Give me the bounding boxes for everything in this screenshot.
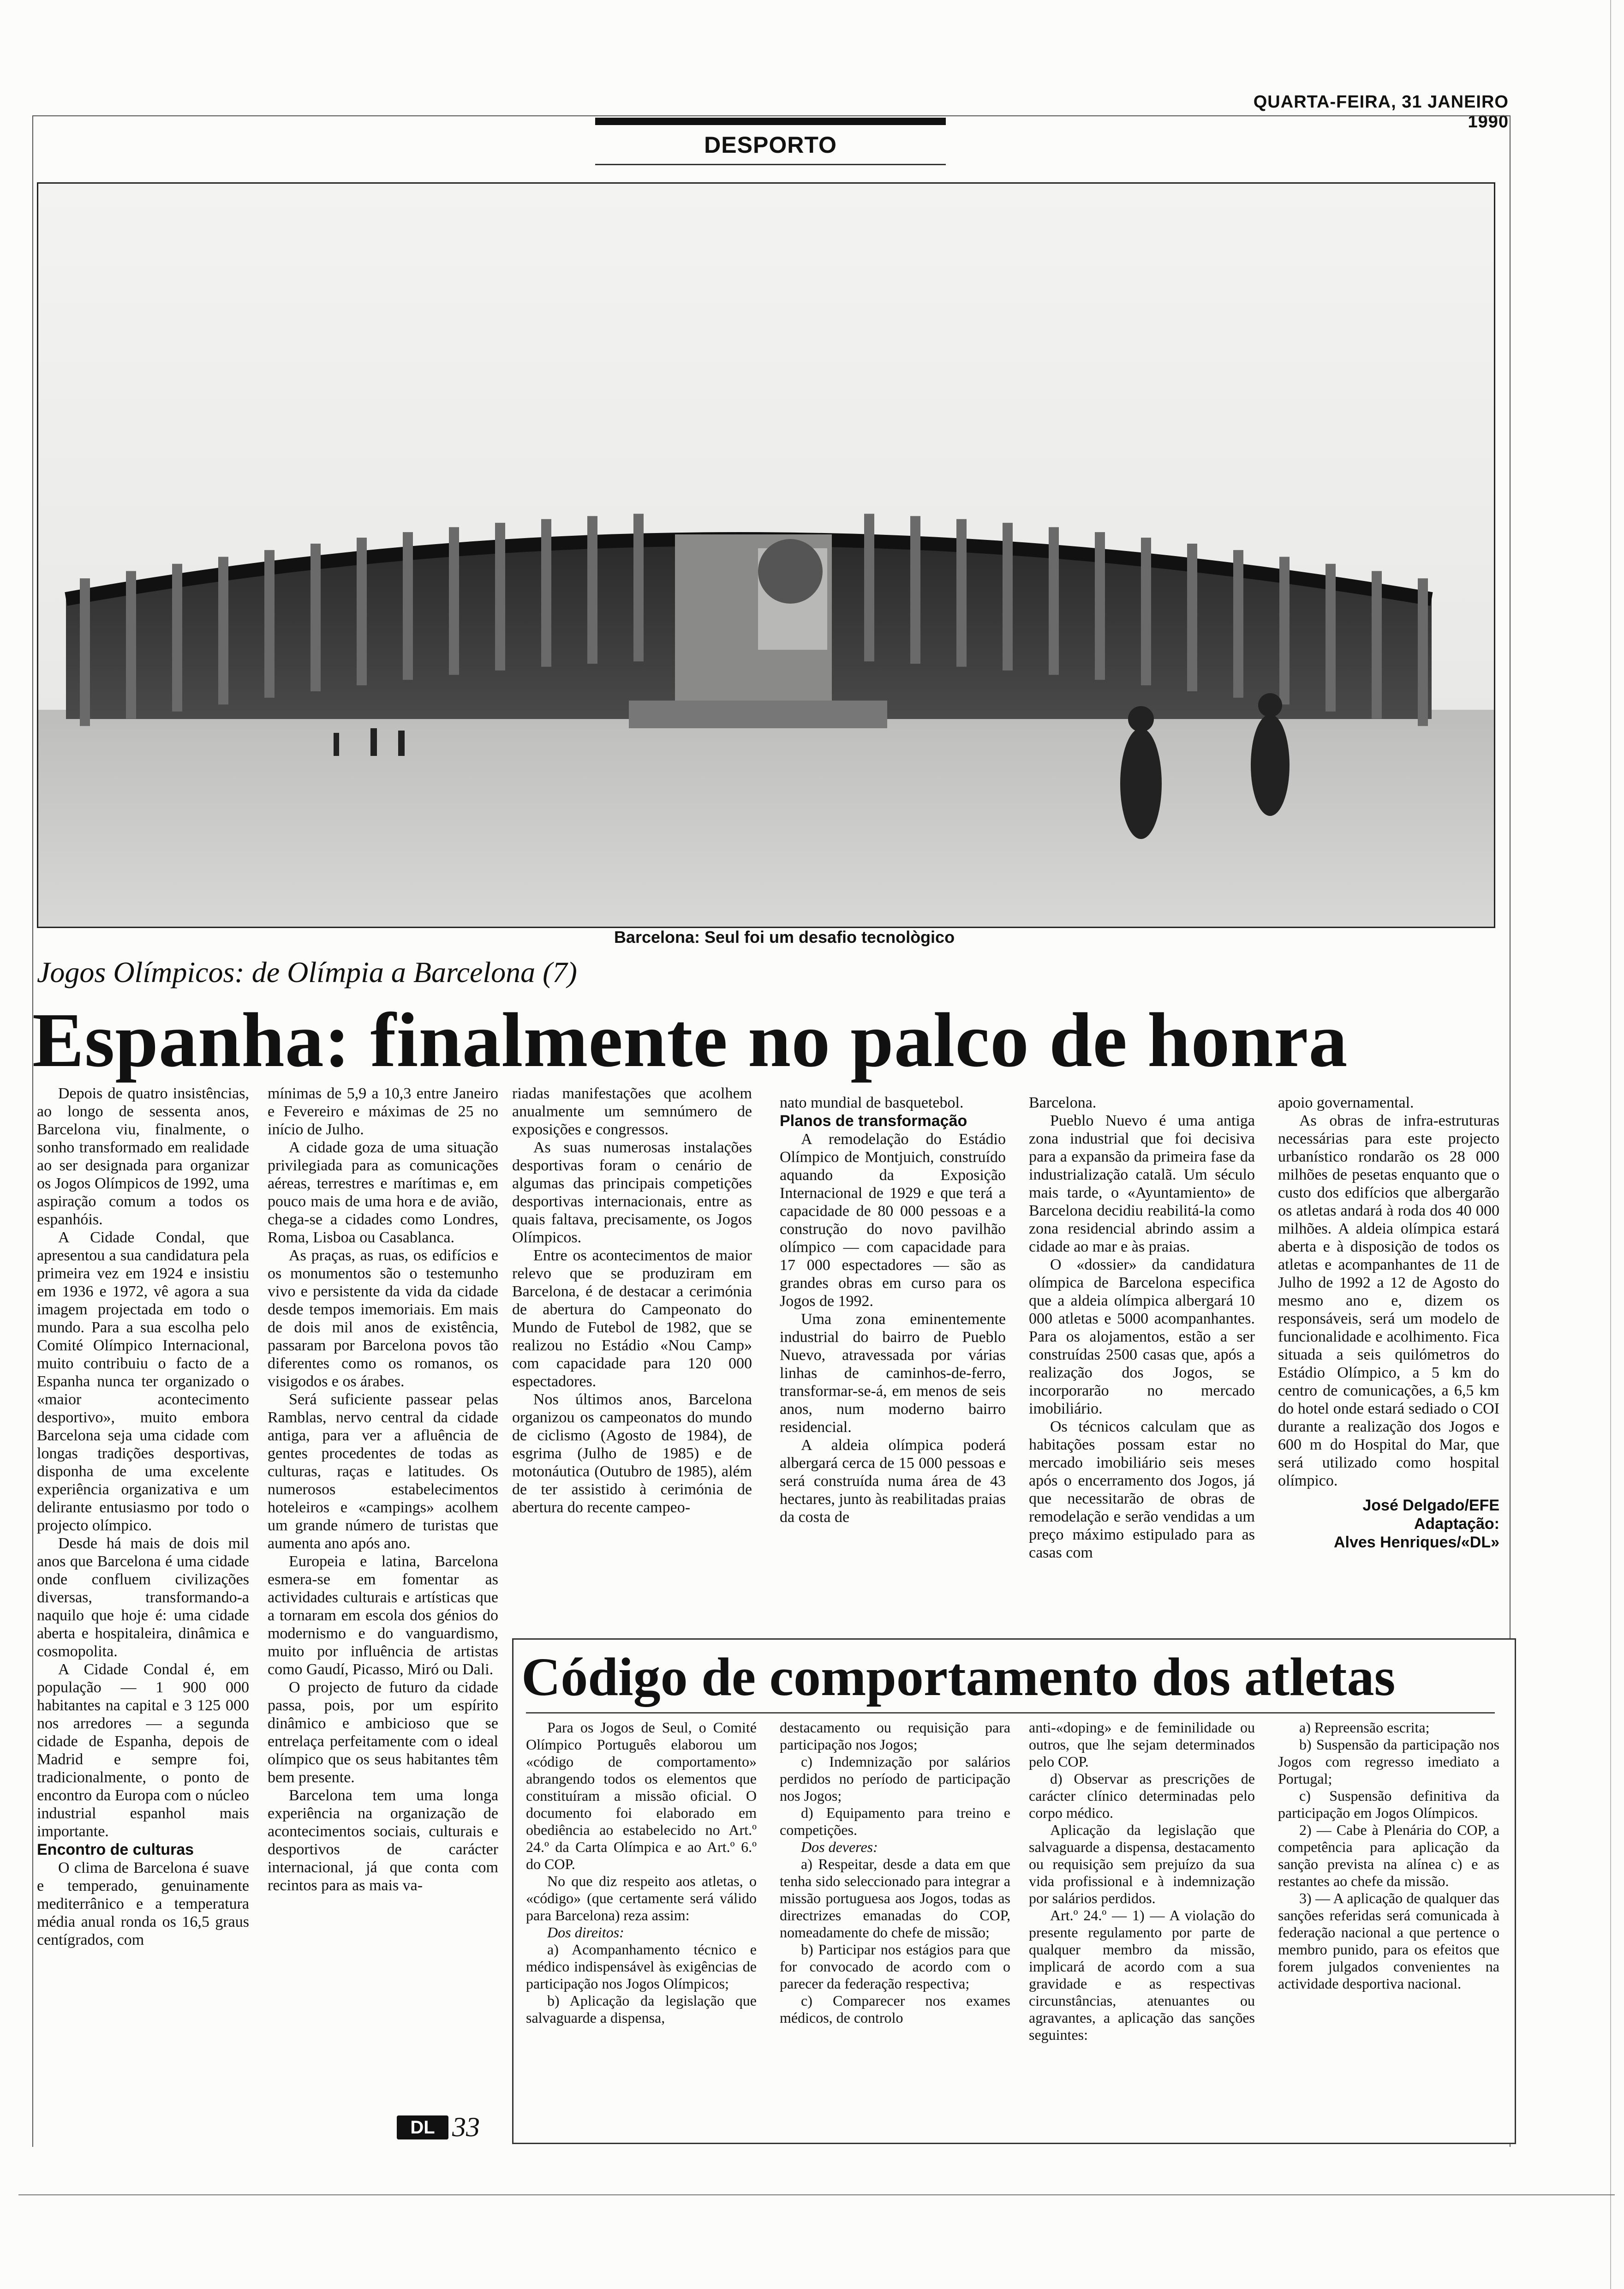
paragraph: As obras de infra-estruturas necessárias para este projecto urbanístico rondarão os 28 000 milhões de pesetas enquanto que o custo dos edifícios que albergarão os atletas andará à roda dos 40 000 milhões. A aldeia olímpica estará aberta e à disposição de todos os atletas e acompanhantes de 11 de Julho de 1992 a 12 de Agosto do mesmo ano e, dizem os responsáveis, será um modelo de funcionalidade e acolhimento. Fica situada a seis quilómetros do Estádio Olímpico, a 5 km do centro de comunicações, a 6,5 km do hotel onde estará sediado o COI durante a realização dos Jogos e 600 m do Hospital do Mar, que será utilizado como hospital olímpico. <box>1278 1112 1499 1489</box>
page-footer <box>397 2111 480 2143</box>
byline-adaptation-label: Adaptação: <box>1414 1515 1499 1533</box>
box-column-2 <box>780 1719 1010 2026</box>
paragraph: Para os Jogos de Seul, o Comité Olímpico Português elaborou um «código de comportamento» abrangendo todos os elementos que constituíram a missão oficial. O documento foi elaborado em obediência ao estabelecido no Art.º 24.º da Carta Olímpica e ao Art.º 6.º do COP. <box>526 1719 757 1872</box>
stadium-pillar <box>910 516 920 664</box>
paragraph: O «dossier» da candidatura olímpica de Barcelona especifica que a aldeia olímpica albergará 10 000 atletas e 5000 acompanhantes. Para os alojamentos, estão a ser construídas 2500 casas que, após a realização dos Jogos, se incorporarão no mercado imobiliário. <box>1029 1256 1255 1417</box>
paragraph: Será suficiente passear pelas Ramblas, nervo central da cidade antiga, para ver a afluência de gentes procedentes de todas as culturas, raças e latitudes. Os numerosos estabelecimentos hoteleiros e «campings» acolhem um grande número de turistas que aumenta ano após ano. <box>268 1391 498 1552</box>
paragraph: Barcelona. <box>1029 1094 1097 1111</box>
paragraph: a) Acompanhamento técnico e médico indispensável às exigências de participação nos Jogos Olímpicos; <box>526 1941 757 1992</box>
paragraph: A cidade goza de uma situação privilegiada para as comunicações aéreas, terrestres e marítimas e, em pouco mais de uma hora e de avião, chega-se a cidades como Londres, Roma, Lisboa ou Casablanca. <box>268 1139 498 1246</box>
paragraph: 3) — A aplicação de qualquer das sanções referidas será comunicada à federação nacional a que pertence o membro punido, para os efeitos que forem julgados convenientes na actividade desportiva nacional. <box>1278 1890 1499 1992</box>
stadium-pillar <box>956 519 967 667</box>
stadium-pillar <box>126 571 136 719</box>
paragraph: Barcelona tem uma longa experiência na organização de acontecimentos sociais, culturais e desportivos de carácter internacional, já que conta com recintos para as mais va- <box>268 1787 498 1894</box>
stadium-pillar <box>1325 564 1336 712</box>
article-column-5 <box>1029 1094 1255 1562</box>
paragraph: Europeia e latina, Barcelona esmera-se em fomentar as actividades culturais e artísticas que a tornaram em escola dos génios do modernismo e do vanguardismo, muito por influência de artistas como Gaudí, Picasso, Miró ou Dali. <box>268 1553 498 1678</box>
paragraph: Entre os acontecimentos de maior relevo que se produziram em Barcelona, é de destacar a cerimónia de abertura do Campeonato do Mundo de Futebol de 1982, que se realizou no Estádio «Nou Camp» com capacidade para 120 000 espectadores. <box>512 1247 752 1390</box>
paragraph: c) Suspensão definitiva da participação em Jogos Olímpicos. <box>1278 1787 1499 1821</box>
stadium-pillar <box>264 550 275 698</box>
paragraph: No que diz respeito aos atletas, o «código» (que certamente será válido para Barcelona) reza assim: <box>526 1873 757 1923</box>
paragraph: A remodelação do Estádio Olímpico de Montjuich, construído aquando da Exposição Internacional de 1929 e que terá a capacidade de 80 000 pessoas e a construção do novo pavilhão olímpico — com capacidade para 17 000 espectadores — são as grandes obras em curso para os Jogos de 1992. <box>780 1131 1006 1310</box>
paragraph: riadas manifestações que acolhem anualmente um semnúmero de exposições e congressos. <box>512 1085 752 1138</box>
stadium-pillar <box>1279 557 1290 705</box>
stadium-pillar <box>449 527 459 675</box>
photo-caption: Barcelona: Seul foi um desafio tecnològico <box>614 928 955 947</box>
paragraph: Depois de quatro insistências, ao longo de sessenta anos, Barcelona viu, finalmente, o sonho transformado em realidade ao ser designada para organizar os Jogos Olímpicos de 1992, uma aspiração comum a todos os espanhóis. <box>37 1085 249 1228</box>
stadium-pillar <box>1372 571 1382 719</box>
paragraph: b) Aplicação da legislação que salvaguarde a dispensa, <box>526 1992 757 2026</box>
stadium-pillar <box>587 516 597 664</box>
box-column-3 <box>1029 1719 1255 2043</box>
stadium-pillar <box>1187 544 1197 691</box>
stadium-pillar <box>218 557 228 705</box>
page-number: 33 <box>452 2112 480 2142</box>
stadium-pillar <box>1233 550 1243 698</box>
stadium-pillar <box>310 544 321 691</box>
paragraph: destacamento ou requisição para participação nos Jogos; <box>780 1719 1010 1753</box>
paragraph: anti-«doping» e de feminilidade ou outros, que lhe sejam determinados pelo COP. <box>1029 1719 1255 1770</box>
paragraph: b) Participar nos estágios para que for convocado de acordo com o parecer da federação respectiva; <box>780 1941 1010 1992</box>
stadium-pillar <box>80 578 90 726</box>
article-column-3 <box>512 1085 752 1516</box>
paragraph: c) Comparecer nos exames médicos, de controlo <box>780 1992 1010 2026</box>
paragraph: Dos direitos: <box>547 1924 624 1941</box>
section-rule <box>595 164 946 165</box>
paragraph: d) Equipamento para treino e competições. <box>780 1804 1010 1838</box>
paragraph: As suas numerosas instalações desportivas foram o cenário de algumas das principais competições desportivas internacionais, entre as quais faltava, precisamente, os Jogos Olímpicos. <box>512 1139 752 1246</box>
box-title-rule <box>526 1712 1495 1714</box>
paragraph: b) Suspensão da participação nos Jogos com regresso imediato a Portugal; <box>1278 1736 1499 1787</box>
paragraph: c) Indemnização por salários perdidos no período de participação nos Jogos; <box>780 1753 1010 1804</box>
box-title: Código de comportamento dos atletas <box>521 1647 1396 1707</box>
paragraph: Nos últimos anos, Barcelona organizou os campeonatos do mundo de ciclismo (Agosto de 1984), de esgrima (Julho de 1985) e de motonáutica (Outubro de 1985), além de ter assistido à cerimónia de abertura do recente campeo- <box>512 1391 752 1516</box>
paragraph: Art.º 24.º — 1) — A violação do presente regulamento por parte de qualquer membro da missão, implicará de acordo com a sua gravidade e as respectivas circunstâncias, atenuantes ou agravantes, a aplicação das sanções seguintes: <box>1029 1907 1255 2043</box>
paragraph: Dos deveres: <box>801 1839 878 1855</box>
paragraph: Pueblo Nuevo é uma antiga zona industrial que foi decisiva para a expansão da primeira fase da industrialização catalã. Um século mais tarde, o «Ayuntamiento» de Barcelona decidiu reabilitá-la como zona residencial abrindo assim a cidade ao mar e às praias. <box>1029 1112 1255 1255</box>
issue-date: QUARTA-FEIRA, 31 JANEIRO 1990 <box>1253 92 1509 132</box>
stadium-pillar <box>403 532 413 680</box>
paragraph: Desde há mais de dois mil anos que Barcelona é uma cidade onde confluem civilizações diversas, transformando-a naquilo que hoje é: uma cidade aberta e hospitaleira, dinâmica e cosmopolita. <box>37 1535 249 1660</box>
paragraph: As praças, as ruas, os edifícios e os monumentos são o testemunho vivo e persistente da vida da cidade desde tempos imemoriais. Em mais de dois mil anos de existência, passaram por Barcelona povos tão diferentes como os romanos, os visigodos e os árabes. <box>268 1247 498 1390</box>
paragraph: A aldeia olímpica poderá albergará cerca de 15 000 pessoas e será construída numa área de 43 hectares, junto às reabilitadas praias da costa de <box>780 1437 1006 1526</box>
stadium-pillar <box>1418 578 1428 726</box>
paragraph: O projecto de futuro da cidade passa, pois, por um espírito dinâmico e ambicioso que se entrelaça perfeitamente com o ideal olímpico que os seus habitantes têm bem presente. <box>268 1679 498 1786</box>
paragraph: a) Respeitar, desde a data em que tenha sido seleccionado para integrar a missão portuguesa aos Jogos, todas as directrizes emanadas do COP, nomeadamente do chefe de missão; <box>780 1856 1010 1941</box>
subheading: Planos de transformação <box>780 1112 967 1130</box>
byline-adapter: Alves Henriques/«DL» <box>1333 1534 1499 1551</box>
paragraph: apoio governamental. <box>1278 1094 1414 1111</box>
article-column-6 <box>1278 1094 1499 1552</box>
stadium-pillar <box>1095 532 1105 680</box>
paragraph: d) Observar as prescrições de carácter clínico determinadas pelo corpo médico. <box>1029 1770 1255 1821</box>
paragraph: mínimas de 5,9 a 10,3 entre Janeiro e Fevereiro e máximas de 25 no início de Julho. <box>268 1085 498 1138</box>
page-edge-rule <box>1610 0 1611 2289</box>
stadium-pillar <box>1049 527 1059 675</box>
stadium-pillar <box>864 514 874 661</box>
stadium-photo <box>37 182 1495 928</box>
article-column-1 <box>37 1085 249 1949</box>
stadium-pillar <box>633 514 644 661</box>
bottom-rule <box>18 2194 1615 2195</box>
stadium-pillar <box>495 523 505 671</box>
subheading: Encontro de culturas <box>37 1841 194 1858</box>
article-headline: Espanha: finalmente no palco de honra <box>32 997 1348 1083</box>
paragraph: A Cidade Condal é, em população — 1 900 000 habitantes na capital e 3 125 000 nos arredores — a segunda cidade de Espanha, depois de Madrid e sempre foi, tradicionalmente, o ponto de encontro da Europa com o núcleo industrial espanhol mais importante. <box>37 1661 249 1840</box>
article-column-4 <box>780 1094 1006 1526</box>
byline-author: José Delgado/EFE <box>1362 1497 1499 1514</box>
stadium-pillar <box>357 538 367 685</box>
paragraph: Aplicação da legislação que salvaguarde a dispensa, destacamento ou requisição sem prejuízo da sua vida profissional e à indemnização por salários perdidos. <box>1029 1822 1255 1906</box>
article-kicker: Jogos Olímpicos: de Olímpia a Barcelona (7) <box>37 956 577 989</box>
article-column-2 <box>268 1085 498 1894</box>
stadium-pillar <box>1003 523 1013 671</box>
stadium-pillar <box>541 519 551 667</box>
box-column-1 <box>526 1719 757 2026</box>
newspaper-logo-icon: DL <box>397 2115 448 2139</box>
stadium-pillar <box>1141 538 1151 685</box>
paragraph: nato mundial de basquetebol. <box>780 1094 964 1111</box>
paragraph: 2) — Cabe à Plenária do COP, a competência para aplicação da sanção prevista na alínea c) e as restantes ao chefe da missão. <box>1278 1822 1499 1889</box>
paragraph: O clima de Barcelona é suave e temperado, genuinamente mediterrânico e a temperatura média anual ronda os 16,5 graus centígrados, com <box>37 1859 249 1948</box>
stadium-pillar <box>172 564 182 712</box>
box-column-4 <box>1278 1719 1499 1992</box>
paragraph: Os técnicos calculam que as habitações possam estar no mercado imobiliário seis meses após o encerramento dos Jogos, já que necessitarão de obras de remodelação e serão vendidas a um preço máximo estipulado para as casas com <box>1029 1418 1255 1561</box>
paragraph: A Cidade Condal, que apresentou a sua candidatura pela primeira vez em 1924 e insistiu em 1936 e 1972, vê agora a sua imagem projectada em todo o mundo. Para a sua escolha pelo Comité Olímpico Internacional, muito contribuiu o facto de a Espanha nunca ter organizado o «maior acontecimento desportivo», muito embora Barcelona seja uma cidade com longas tradições desportivas, disponha de uma excelente experiência organizativa e um delirante entusiasmo por todo o projecto olímpico. <box>37 1229 249 1534</box>
paragraph: Uma zona eminentemente industrial do bairro de Pueblo Nuevo, atravessada por várias linhas de caminhos-de-ferro, transformar-se-á, em menos de seis anos, num moderno bairro residencial. <box>780 1311 1006 1436</box>
paragraph: a) Repreensão escrita; <box>1299 1719 1430 1736</box>
section-bar <box>595 118 946 125</box>
section-label: DESPORTO <box>704 132 837 158</box>
